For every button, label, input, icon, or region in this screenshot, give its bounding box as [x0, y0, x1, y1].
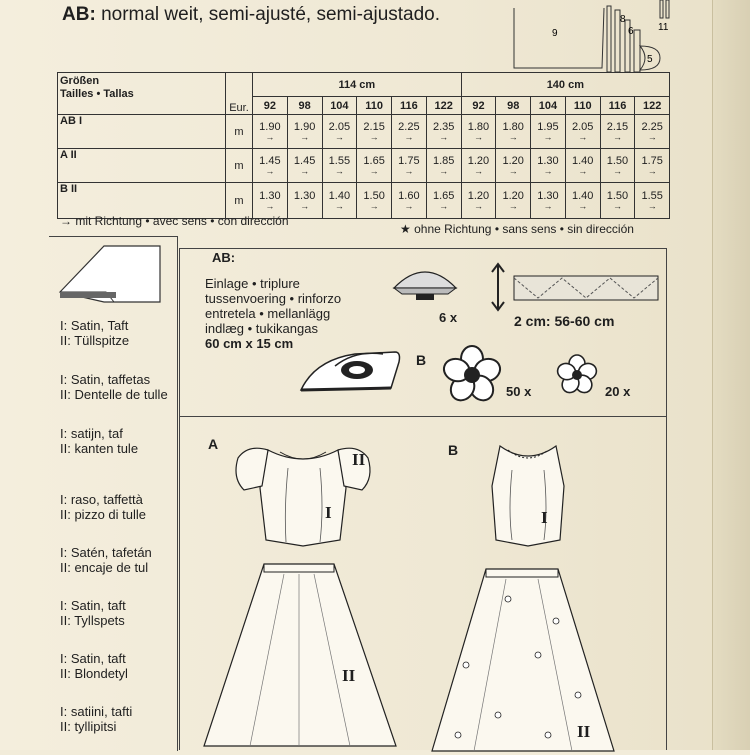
large-flower-quantity: 50 x — [506, 384, 532, 399]
nap-arrow-icon: → — [439, 132, 449, 142]
fabric-item — [60, 372, 180, 402]
yardage-cell — [392, 183, 427, 219]
yardage-cell — [287, 149, 322, 183]
nap-arrow-icon: → — [647, 201, 657, 211]
size-heading — [58, 73, 226, 115]
yardage-cell — [287, 115, 322, 149]
view-a-bodice-numeral: I — [325, 503, 332, 522]
nap-arrow-icon: → — [369, 132, 379, 142]
yardage-value: 1.55 — [641, 190, 663, 202]
size-92: 92 — [253, 97, 288, 115]
small-flower-quantity: 20 x — [605, 384, 631, 399]
yardage-cell — [461, 149, 496, 183]
table-row — [58, 149, 670, 183]
nap-arrow-icon: → — [300, 166, 310, 176]
yardage-cell — [392, 149, 427, 183]
nap-arrow-icon: → — [265, 132, 275, 142]
yardage-cell — [426, 149, 461, 183]
paper-edge — [712, 0, 750, 750]
notions-label: AB: — [212, 250, 236, 265]
width-header-row — [58, 73, 670, 97]
unit-cell: m — [226, 149, 253, 183]
piece-9-label: 9 — [552, 28, 558, 39]
nap-arrow-icon: → — [439, 166, 449, 176]
nap-arrow-icon: → — [300, 201, 310, 211]
nap-arrow-icon: → — [543, 201, 553, 211]
yardage-value: 1.60 — [398, 190, 420, 202]
row-label: B II — [58, 183, 226, 219]
yardage-value: 1.50 — [606, 155, 629, 167]
yardage-cell — [635, 115, 670, 149]
dome-button-icon — [390, 262, 460, 312]
fabric-line-1: I: Satin, Taft — [60, 318, 129, 333]
eur-label: Eur. — [229, 102, 249, 114]
large-flower-icon — [440, 343, 504, 407]
yardage-value: 2.25 — [641, 121, 663, 133]
fabric-line-1: I: Satén, tafetán — [60, 545, 152, 560]
size-116: 116 — [600, 97, 635, 115]
yardage-value: 1.45 — [259, 155, 281, 167]
yardage-cell — [392, 115, 427, 149]
fabric-width-140: 140 cm — [461, 73, 670, 97]
yardage-value: 1.40 — [328, 190, 351, 202]
fabric-item — [60, 318, 180, 348]
legend-with-nap: → mit Richtung • avec sens • con dirección — [60, 214, 289, 228]
fabric-item — [60, 651, 180, 681]
yardage-value: 2.25 — [398, 121, 420, 133]
yardage-value: 1.75 — [398, 155, 420, 167]
nap-arrow-icon: → — [647, 166, 657, 176]
yardage-cell — [496, 149, 531, 183]
yardage-value: 1.20 — [467, 155, 490, 167]
view-code: AB: — [62, 4, 96, 25]
nap-arrow-icon: → — [300, 132, 310, 142]
fabric-item — [60, 426, 180, 456]
fabric-line-2: II: Tüllspitze — [60, 333, 130, 348]
size-104: 104 — [531, 97, 566, 115]
piece-6-label: 6 — [628, 26, 634, 37]
yardage-cell — [565, 149, 600, 183]
nap-arrow-icon: → — [508, 166, 518, 176]
yardage-value: 1.80 — [502, 121, 524, 133]
iron-icon — [295, 340, 405, 400]
yardage-value: 2.35 — [432, 121, 455, 133]
fabric-width-114: 114 cm — [253, 73, 462, 97]
nap-arrow-icon: → — [612, 132, 622, 142]
nap-arrow-icon: → — [334, 166, 344, 176]
view-a-sleeve-numeral: II — [352, 450, 366, 469]
yardage-value: 1.75 — [641, 155, 663, 167]
yardage-value: 1.55 — [328, 155, 351, 167]
interfacing-size: 60 cm x 15 cm — [205, 336, 294, 351]
yardage-value: 1.30 — [293, 190, 316, 202]
yardage-value: 1.40 — [571, 190, 594, 202]
nap-arrow-icon: → — [647, 132, 657, 142]
fit-text: normal weit, semi-ajusté, semi-ajustado. — [101, 4, 441, 25]
piece-5-label: 5 — [647, 54, 653, 65]
fabric-item — [60, 545, 180, 575]
size-92: 92 — [461, 97, 496, 115]
small-flower-icon — [554, 352, 600, 398]
piece-11-label: 11 — [658, 22, 669, 33]
fabric-line-1: I: Satin, taft — [60, 598, 126, 613]
nap-arrow-icon: → — [473, 132, 483, 142]
nap-arrow-icon: → — [334, 132, 344, 142]
yardage-value: 1.80 — [467, 121, 490, 133]
yardage-cell — [322, 115, 357, 149]
fabric-line-2: II: kanten tule — [60, 441, 139, 456]
nap-arrow-icon: → — [612, 166, 622, 176]
nap-arrow-icon: → — [369, 201, 379, 211]
nap-arrow-icon: → — [265, 166, 275, 176]
size-heading-line2: Tailles • Tallas — [60, 88, 134, 100]
nap-arrow-icon: → — [404, 132, 414, 142]
unit-cell: m — [226, 183, 253, 219]
yardage-value: 2.15 — [363, 121, 385, 133]
yardage-cell — [322, 183, 357, 219]
nap-arrow-icon: → — [473, 201, 483, 211]
nap-arrow-icon: → — [473, 166, 483, 176]
fabric-line-1: I: Satin, taffetas — [60, 372, 151, 387]
interfacing-line: Einlage • triplure — [205, 276, 300, 291]
yardage-cell — [600, 115, 635, 149]
yardage-cell — [357, 115, 392, 149]
view-b-bodice-numeral: I — [541, 508, 548, 527]
yardage-value: 1.30 — [537, 155, 559, 167]
yardage-cell — [461, 183, 496, 219]
yardage-cell — [531, 183, 566, 219]
row-label: AB I — [58, 115, 226, 149]
nap-arrow-icon: → — [578, 166, 588, 176]
yardage-table — [57, 72, 670, 219]
size-104: 104 — [322, 97, 357, 115]
nap-arrow-icon: → — [508, 132, 518, 142]
yardage-cell — [635, 149, 670, 183]
size-110: 110 — [565, 97, 600, 115]
size-122: 122 — [426, 97, 461, 115]
fabric-line-2: II: Blondetyl — [60, 666, 128, 681]
yardage-cell — [426, 183, 461, 219]
view-b-top-drawing — [478, 440, 578, 550]
fabric-line-2: II: encaje de tul — [60, 560, 149, 575]
yardage-cell — [565, 115, 600, 149]
fabric-fold-icon — [56, 240, 166, 310]
nap-arrow-icon: → — [508, 201, 518, 211]
fabric-line-2: II: Dentelle de tulle — [60, 387, 168, 402]
yardage-value: 1.20 — [502, 190, 524, 202]
nap-arrow-icon: → — [439, 201, 449, 211]
yardage-cell — [600, 149, 635, 183]
fabric-line-1: I: Satin, taft — [60, 651, 126, 666]
yardage-cell — [461, 115, 496, 149]
size-122: 122 — [635, 97, 670, 115]
yardage-value: 1.50 — [363, 190, 385, 202]
interfacing-line: tussenvoering • rinforzo — [205, 291, 342, 306]
fabric-line-1: I: satiini, tafti — [60, 704, 133, 719]
yardage-value: 1.30 — [259, 190, 281, 202]
yardage-cell — [287, 183, 322, 219]
yardage-cell — [357, 149, 392, 183]
yardage-cell — [496, 183, 531, 219]
yardage-cell — [531, 115, 566, 149]
yardage-value: 1.95 — [537, 121, 559, 133]
nap-arrow-icon: → — [265, 201, 275, 211]
unit-cell: m — [226, 115, 253, 149]
nap-arrow-icon: → — [334, 201, 344, 211]
table-row — [58, 115, 670, 149]
yardage-value: 2.05 — [571, 121, 594, 133]
size-heading-line1: Größen — [60, 75, 100, 87]
yardage-cell — [253, 149, 288, 183]
legend-without-nap: ★ ohne Richtung • sans sens • sin dirección — [400, 222, 634, 236]
yardage-value: 1.90 — [259, 121, 281, 133]
yardage-cell — [565, 183, 600, 219]
view-a-skirt-numeral: II — [342, 666, 356, 685]
yardage-cell — [322, 149, 357, 183]
elastic-measurement: 2 cm: 56-60 cm — [514, 313, 615, 329]
size-98: 98 — [496, 97, 531, 115]
yardage-value: 1.20 — [467, 190, 490, 202]
fabric-line-2: II: pizzo di tulle — [60, 507, 146, 522]
fabric-line-1: I: raso, taffettà — [60, 492, 143, 507]
eur-header — [226, 73, 253, 115]
size-98: 98 — [287, 97, 322, 115]
fabric-line-2: II: Tyllspets — [60, 613, 125, 628]
yardage-value: 1.85 — [432, 155, 455, 167]
yardage-value: 1.30 — [537, 190, 559, 202]
yardage-value: 1.90 — [293, 121, 316, 133]
nap-arrow-icon: → — [543, 166, 553, 176]
pattern-pieces-diagram — [0, 0, 750, 80]
yardage-value: 2.05 — [328, 121, 351, 133]
yardage-cell — [531, 149, 566, 183]
yardage-cell — [357, 183, 392, 219]
view-b-skirt-numeral: II — [577, 722, 591, 741]
interfacing-line: indlæg • tukikangas — [205, 321, 318, 336]
yardage-value: 1.65 — [432, 190, 455, 202]
piece-8-label: 8 — [620, 14, 626, 25]
yardage-cell — [600, 183, 635, 219]
yardage-cell — [635, 183, 670, 219]
button-quantity: 6 x — [439, 310, 458, 325]
yardage-value: 2.15 — [606, 121, 629, 133]
size-116: 116 — [392, 97, 427, 115]
yardage-value: 1.40 — [571, 155, 594, 167]
view-a-skirt-drawing — [200, 560, 400, 750]
fabric-line-2: II: tyllipitsi — [60, 719, 117, 734]
fabric-item — [60, 492, 180, 522]
nap-arrow-icon: → — [404, 201, 414, 211]
yardage-value: 1.50 — [606, 190, 629, 202]
yardage-value: 1.45 — [293, 155, 316, 167]
yardage-cell — [426, 115, 461, 149]
nap-arrow-icon: → — [369, 166, 379, 176]
interfacing-line: entretela • mellanlägg — [205, 306, 331, 321]
yardage-value: 1.20 — [502, 155, 524, 167]
nap-arrow-icon: → — [404, 166, 414, 176]
nap-arrow-icon: → — [578, 132, 588, 142]
view-b-notions-label: B — [416, 352, 427, 368]
row-label: A II — [58, 149, 226, 183]
nap-arrow-icon: → — [543, 132, 553, 142]
yardage-cell — [253, 115, 288, 149]
view-b-label: B — [448, 442, 459, 458]
nap-arrow-icon: → — [578, 201, 588, 211]
fabric-item — [60, 598, 180, 628]
nap-arrow-icon: → — [612, 201, 622, 211]
yardage-cell — [496, 115, 531, 149]
view-a-label: A — [208, 436, 219, 452]
fabric-item — [60, 704, 180, 734]
yardage-value: 1.65 — [363, 155, 385, 167]
fabric-line-1: I: satijn, taf — [60, 426, 123, 441]
size-110: 110 — [357, 97, 392, 115]
